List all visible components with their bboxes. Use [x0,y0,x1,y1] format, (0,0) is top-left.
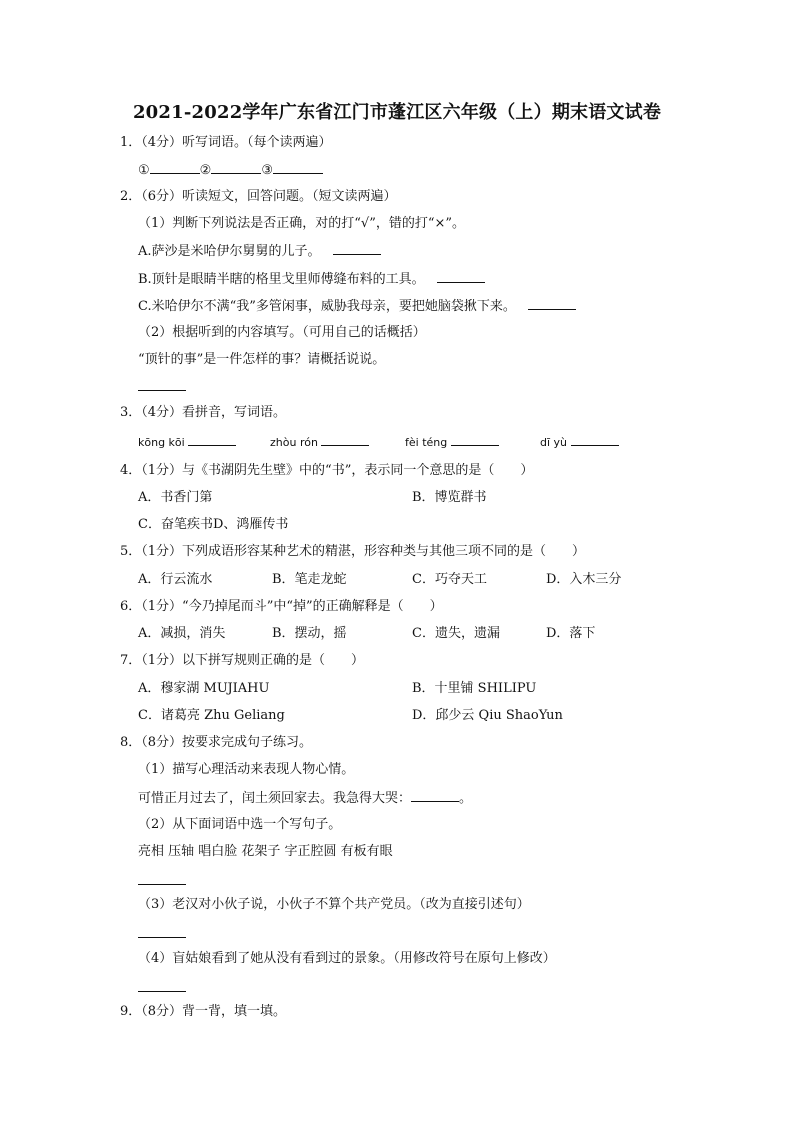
answer-blank[interactable] [571,433,619,446]
option-c[interactable]: C．巧夺天工 [412,572,487,587]
question-2-prompt: “顶针的事”是一件怎样的事？请概括说说。 [138,352,386,367]
option-b[interactable]: B．笔走龙蛇 [272,572,347,587]
answer-blank[interactable] [411,789,459,802]
option-a[interactable]: A．减损，消失 [138,626,226,641]
statement-text: A.萨沙是米哈伊尔舅舅的儿子。 [138,244,321,259]
pinyin-text: fèi téng [405,436,448,449]
question-3-stem: 3．（4分）看拼音，写词语。 [120,405,287,420]
answer-blank[interactable] [273,161,323,174]
option-c[interactable]: C．遗失，遗漏 [412,626,500,641]
option-a[interactable]: A．书香门第 [138,490,213,505]
option-b[interactable]: B．摆动，摇 [272,626,347,641]
answer-blank[interactable] [138,872,186,885]
question-8-sentence [138,789,472,808]
answer-blank[interactable] [138,979,186,992]
question-4-stem: 4．（1分）与《书湖阴先生壁》中的“书”，表示同一个意思的是（ ） [120,463,534,478]
answer-blank[interactable] [138,925,186,938]
pinyin-item-3 [405,433,499,452]
page-title: 2021-2022学年广东省江门市蓬江区六年级（上）期末语文试卷 [132,102,662,123]
question-2-stem: 2．（6分）听读短文，回答问题。（短文读两遍） [120,189,397,204]
answer-blank[interactable] [321,433,369,446]
question-1-blanks [138,161,323,180]
question-8-answer-line-3 [138,925,186,944]
question-1-stem: 1．（4分）听写词语。（每个读两遍） [120,135,332,150]
question-8-answer-line-2 [138,872,186,891]
question-8-sub2: （2）从下面词语中选一个写句子。 [138,817,342,832]
sentence-text: 可惜正月过去了，闰土须回家去。我急得大哭： [138,791,412,806]
option-b[interactable]: B．博览群书 [412,490,487,505]
question-2-answer-line [138,378,186,397]
question-8-stem: 8．（8分）按要求完成句子练习。 [120,735,313,750]
option-c-d[interactable]: C．奋笔疾书D、鸿雁传书 [138,517,289,532]
answer-blank[interactable] [451,433,499,446]
option-d[interactable]: D．邱少云 Qiu ShaoYun [412,708,563,723]
question-9-stem: 9．（8分）背一背，填一填。 [120,1004,287,1019]
question-8-sub3: （3）老汉对小伙子说，小伙子不算个共产党员。（改为直接引述句） [138,897,530,912]
question-2-item-b [138,270,485,289]
word-list: 亮相 压轴 唱白脸 花架子 字正腔圆 有板有眼 [138,844,393,859]
option-d[interactable]: D．落下 [546,626,596,641]
answer-blank[interactable] [150,161,200,174]
answer-blank[interactable] [211,161,261,174]
pinyin-item-4 [540,433,619,452]
question-2-item-c [138,297,576,316]
option-c[interactable]: C．诸葛亮 Zhu Geliang [138,708,285,723]
question-7-stem: 7．（1分）以下拼写规则正确的是（ ） [120,653,365,668]
answer-blank[interactable] [528,297,576,310]
blank-mark-2: ② [199,163,212,178]
question-5-stem: 5．（1分）下列成语形容某种艺术的精湛，形容种类与其他三项不同的是（ ） [120,544,586,559]
pinyin-text: kōng kōi [138,436,185,449]
answer-blank[interactable] [437,270,485,283]
question-8-sub4: （4）盲姑娘看到了她从没有看到过的景象。（用修改符号在原句上修改） [138,951,556,966]
question-2-item-a [138,242,381,261]
question-2-sub2: （2）根据听到的内容填写。（可用自己的话概括） [138,325,426,340]
option-d[interactable]: D．入木三分 [546,572,622,587]
option-b[interactable]: B．十里铺 SHILIPU [412,681,537,696]
pinyin-text: zhòu rón [270,436,318,449]
pinyin-item-2 [270,433,369,452]
statement-text: C.米哈伊尔不满“我”多管闲事，威胁我母亲，要把她脑袋揪下来。 [138,299,516,314]
blank-mark-3: ③ [261,163,273,178]
pinyin-item-1 [138,433,236,452]
question-2-sub1: （1）判断下列说法是否正确，对的打“√”，错的打“×”。 [138,216,466,231]
answer-blank[interactable] [138,378,186,391]
answer-blank[interactable] [188,433,236,446]
statement-text: B.顶针是眼睛半瞎的格里戈里师傅缝布料的工具。 [138,272,425,287]
question-6-stem: 6．（1分）“今乃掉尾而斗”中“掉”的正确解释是（ ） [120,599,443,614]
answer-blank[interactable] [333,242,381,255]
question-8-sub1: （1）描写心理活动来表现人物心情。 [138,762,355,777]
blank-mark-1: ① [138,163,150,178]
option-a[interactable]: A．行云流水 [138,572,213,587]
sentence-end: 。 [459,791,473,806]
pinyin-text: dī yù [540,436,568,449]
question-8-answer-line-4 [138,979,186,998]
option-a[interactable]: A．穆家湖 MUJIAHU [138,681,270,696]
